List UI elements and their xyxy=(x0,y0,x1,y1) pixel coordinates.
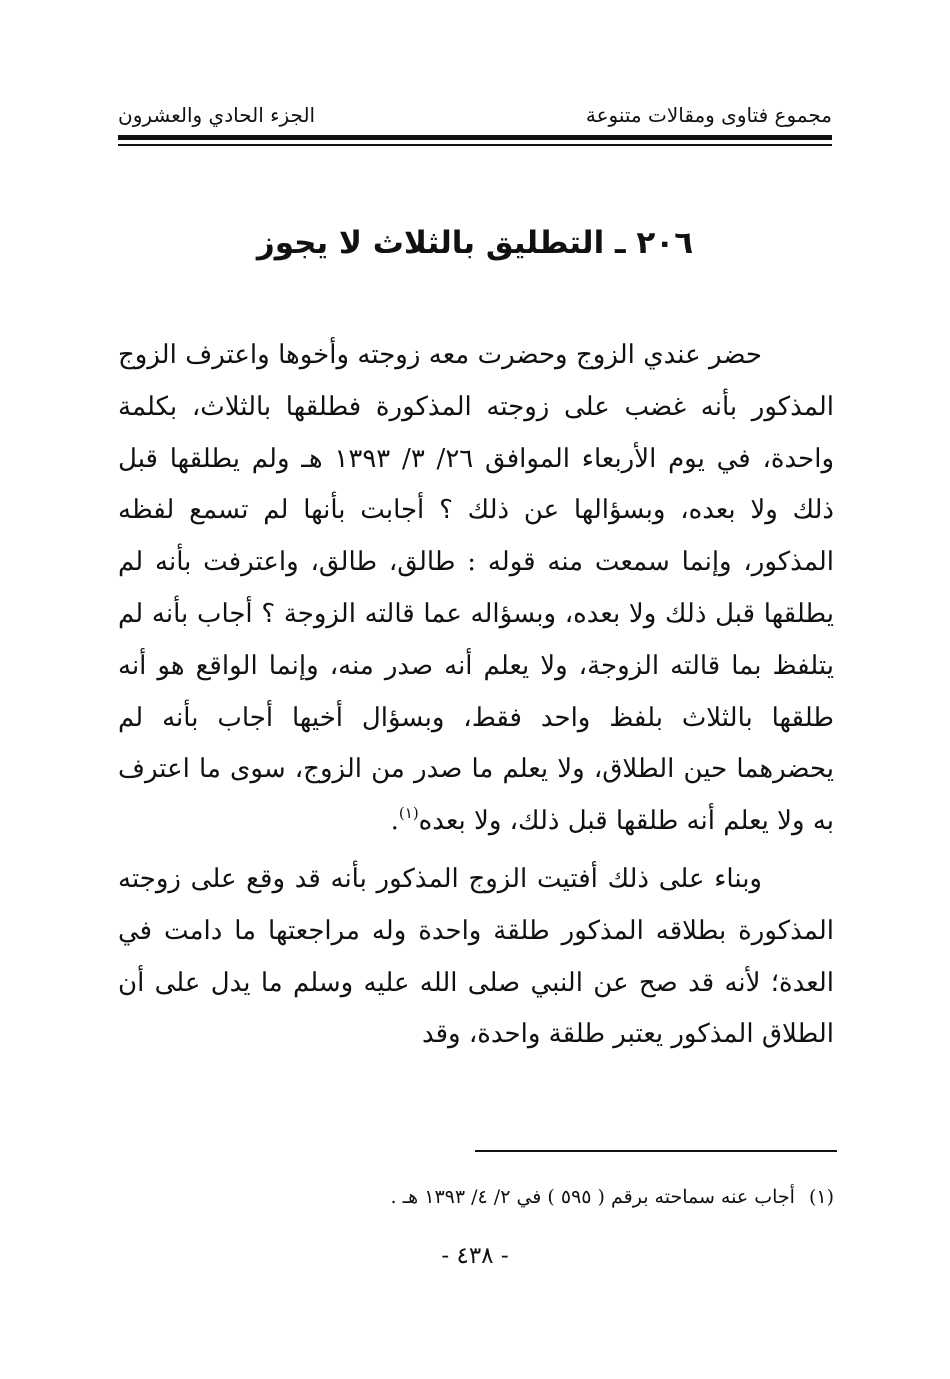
header-rule-thick xyxy=(118,135,832,140)
header-volume: الجزء الحادي والعشرون xyxy=(118,103,316,127)
footnote xyxy=(118,1180,834,1214)
footnote-separator xyxy=(475,1150,837,1152)
header-rule-thin xyxy=(118,144,832,146)
body-paragraph-1 xyxy=(118,330,834,848)
header-book-title: مجموع فتاوى ومقالات متنوعة xyxy=(585,103,832,127)
paragraph-1-end: . xyxy=(390,806,399,837)
page-number: - ٤٣٨ - xyxy=(441,1243,509,1269)
article-title: ٢٠٦ ـ التطليق بالثلاث لا يجوز xyxy=(256,225,694,261)
footnote-number: (١) xyxy=(808,1186,834,1208)
paragraph-1-text: حضر عندي الزوج وحضرت معه زوجته وأخوها واعترف الزوج المذكور بأنه غضب على زوجته المذكورة فطلقها بالثلاث، بكلمة واحدة، في يوم الأربعاء الموافق ٢٦/ ٣/ ١٣٩٣ هـ ولم يطلقها قبل ذلك ولا بعده، وبسؤالها عن ذلك ؟ أجابت بأنها لم تسمع لفظه المذكور، وإنما سمعت منه قوله : طالق، طالق، واعترفت بأنه لم يطلقها قبل ذلك ولا بعده، وبسؤاله عما قالته الزوجة ؟ أجاب بأنه لم يتلفظ بما قالته الزوجة، ولا يعلم أنه صدر منه، وإنما الواقع هو أنه طلقها بالثلاث بلفظ واحد فقط، وبسؤال أخيها أجاب بأنه لم يحضرهما حين الطلاق، ولا يعلم ما صدر من الزوج، سوى ما اعترف به ولا يعلم أنه طلقها قبل ذلك، ولا بعده xyxy=(118,340,834,837)
running-header xyxy=(118,98,832,132)
footnote-text: أجاب عنه سماحته برقم ( ٥٩٥ ) في ٢/ ٤/ ١٣٩٣ هـ . xyxy=(390,1186,795,1208)
article-body xyxy=(118,330,834,1061)
footnote-reference: (١) xyxy=(398,804,419,823)
body-paragraph-2: وبناء على ذلك أفتيت الزوج المذكور بأنه قد وقع على زوجته المذكورة بطلاقه المذكور طلقة واحدة وله مراجعتها ما دامت في العدة؛ لأنه قد صح عن النبي صلى الله عليه وسلم ما يدل على أن الطلاق المذكور يعتبر طلقة واحدة، وقد xyxy=(118,863,834,1050)
